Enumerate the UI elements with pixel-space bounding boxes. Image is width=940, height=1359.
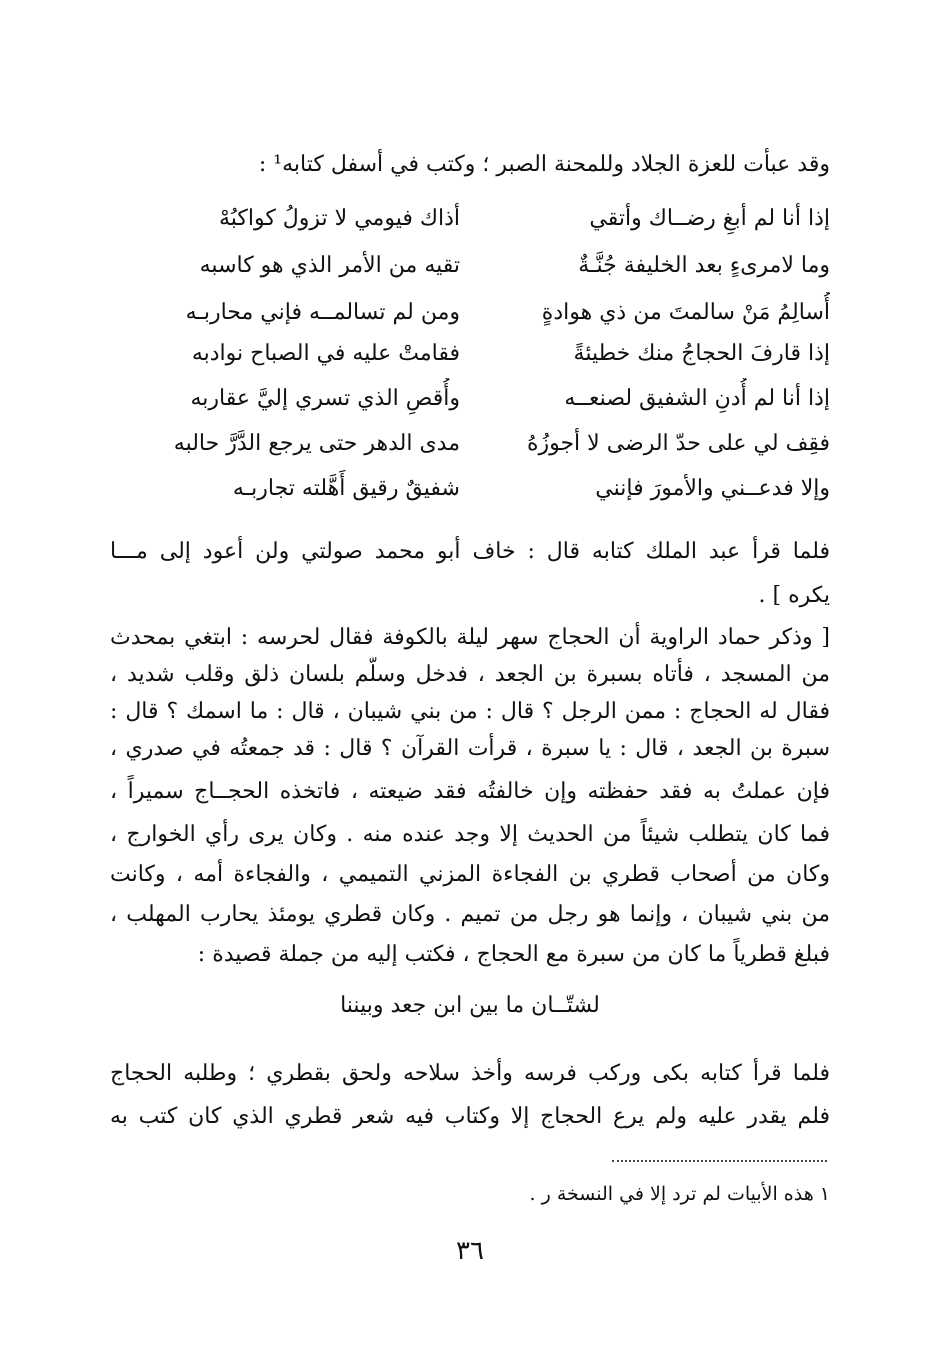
page-number: ٣٦ [456, 1236, 484, 1266]
footnote: ١ هذه الأبيات لم ترد إلا في النسخة ر . [529, 1183, 830, 1205]
verse-second-hemistich: ومن لم تسالمــه فإني محاربـه [185, 300, 460, 325]
text-line: فلم يقدر عليه ولم يرع الحجاج إلا وكتاب فيه شعر قطري الذي كان كتب به [110, 1104, 830, 1129]
verse-first-hemistich: إذا أنا لم أُدنِ الشفيق لصنعــه [564, 386, 830, 411]
verse-first-hemistich: إذا أنا لم أبغِ رضــاك وأتقي [589, 206, 830, 231]
poem-verse [110, 423, 830, 465]
verse-line: لشتّــان ما بين ابن جعد وبيننا [340, 993, 600, 1018]
poem-verse [110, 468, 830, 510]
verse-first-hemistich: وما لامرىءٍ بعد الخليفة جُنَّـةٌ [578, 253, 830, 278]
text-line: يكره ] . [758, 583, 830, 608]
verse-second-hemistich: وأُقصِ الذي تسري إليَّ عقاربه [190, 386, 460, 411]
text-line: فلما قرأ عبد الملك كتابه قال : خاف أبو محمد صولتي ولن أعود إلى مـــا [110, 539, 830, 564]
verse-second-hemistich: تقيه من الأمر الذي هو كاسبه [199, 253, 460, 278]
text-line: سبرة بن الجعد ، قال : يا سبرة ، قرأت القرآن ؟ قال : قد جمعتُه في صدري ، [110, 736, 830, 761]
verse-second-hemistich: مدى الدهر حتى يرجع الدَّرَّ حالبه [173, 431, 460, 456]
text-line: من المسجد ، فأتاه بسبرة بن الجعد ، فدخل وسلَّم بلسان ذلق وقلب شديد ، [110, 662, 830, 687]
verse-second-hemistich: شفيقٌ رقيق أَهَّلته تجاربـه [232, 476, 460, 501]
text-line: وكان من أصحاب قطري بن الفجاءة المزني التميمي ، والفجاءة أمه ، وكانت [110, 862, 830, 887]
poem-verse [110, 378, 830, 420]
verse-second-hemistich: فقامتْ عليه في الصباح نوادبه [191, 341, 460, 366]
verse-first-hemistich: وإلا فدعــني والأمورَ فإنني [595, 476, 830, 501]
poem-verse [110, 245, 830, 287]
poem-verse [110, 292, 830, 334]
verse-first-hemistich: إذا قارفَ الحجاجُ منك خطيئةً [573, 341, 830, 366]
text-line: فبلغ قطرياً ما كان من سبرة مع الحجاج ، فكتب إليه من جملة قصيدة : [197, 942, 830, 967]
poem-verse [110, 333, 830, 375]
footnote-divider [612, 1160, 827, 1162]
text-line: فلما قرأ كتابه بكى وركب فرسه وأخذ سلاحه ولحق بقطري ؛ وطلبه الحجاج [110, 1061, 830, 1086]
text-line: فإن عملتُ به فقد حفظته وإن خالفتُه فقد ضيعته ، فاتخذه الحجــاج سميراً ، [110, 779, 830, 804]
verse-first-hemistich: فقِف لي على حدّ الرضى لا أجوزُهُ [526, 431, 830, 456]
intro-line: وقد عبأت للعزة الجلاد وللمحنة الصبر ؛ وكتب في أسفل كتابه¹ : [258, 152, 830, 177]
text-line: فما كان يتطلب شيئاً من الحديث إلا وجد عنده منه . وكان يرى رأي الخوارج ، [110, 822, 830, 847]
verse-second-hemistich: أذاك فيومي لا تزولُ كواكبُهْ [218, 206, 460, 231]
text-line: [ وذكر حماد الراوية أن الحجاج سهر ليلة بالكوفة فقال لحرسه : ابتغي بمحدث [110, 625, 830, 650]
text-line: فقال له الحجاج : ممن الرجل ؟ قال : من بني شيبان ، قال : ما اسمك ؟ قال : [110, 699, 830, 724]
verse-first-hemistich: أُسالِمُ مَنْ سالمتَ من ذي هوادةٍ [541, 300, 830, 325]
text-line: من بني شيبان ، وإنما هو رجل من تميم . وكان قطري يومئذ يحارب المهلب ، [110, 902, 830, 927]
poem-verse [110, 198, 830, 240]
